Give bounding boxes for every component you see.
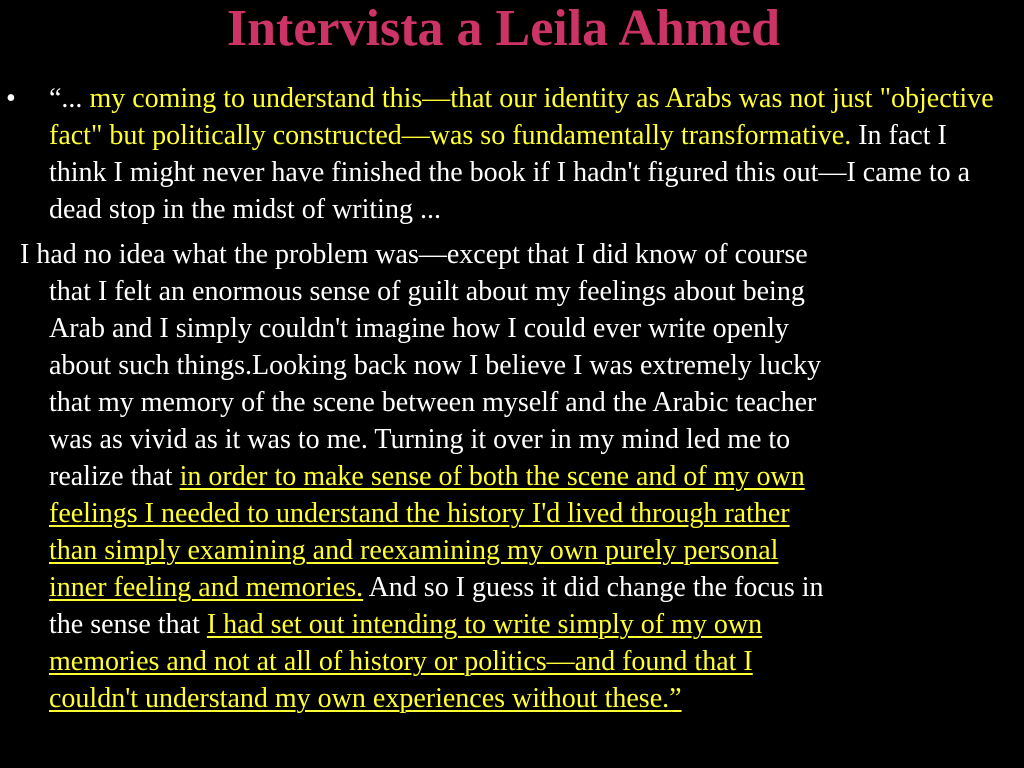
body-text: In fact I think I might never have finished the book if I hadn't figured this out—I came to a dead stop in the midst of writing ... bbox=[49, 120, 971, 225]
text-line: that I felt an enormous sense of guilt about my feelings about being bbox=[49, 276, 805, 307]
slide-title: Intervista a Leila Ahmed bbox=[226, 0, 781, 57]
quote-paragraph-1 bbox=[0, 80, 1024, 228]
underlined-text: couldn't understand my own experiences without these.” bbox=[49, 683, 682, 714]
underlined-text: than simply examining and reexamining my own purely personal bbox=[49, 535, 779, 566]
text-line: the sense that bbox=[49, 609, 207, 640]
underlined-text: feelings I needed to understand the history I'd lived through rather bbox=[49, 498, 790, 529]
underlined-text: in order to make sense of both the scene and of my own bbox=[179, 461, 805, 492]
slide-body bbox=[0, 80, 1024, 717]
text-line: And so I guess it did change the focus in bbox=[363, 572, 824, 603]
text-line: was as vivid as it was to me. Turning it over in my mind led me to bbox=[49, 424, 791, 455]
underlined-text: I had set out intending to write simply of my own bbox=[206, 609, 763, 640]
text-line: that my memory of the scene between myself and the Arabic teacher bbox=[49, 387, 817, 418]
quote-open: “... bbox=[49, 83, 90, 114]
text-line: realize that bbox=[49, 461, 180, 492]
underlined-text: inner feeling and memories. bbox=[49, 572, 364, 603]
underlined-text: memories and not at all of history or politics—and found that I bbox=[49, 646, 753, 677]
text-line: about such things.Looking back now I believe I was extremely lucky bbox=[49, 350, 822, 381]
text-line: Arab and I simply couldn't imagine how I could ever write openly bbox=[49, 313, 789, 344]
highlighted-text: my coming to understand this—that our identity as Arabs was not just "objective fact" but politically constructed—was so fundamentally transformative. bbox=[49, 83, 994, 151]
text-line: I had no idea what the problem was—except that I did know of course bbox=[20, 239, 808, 270]
bullet-icon: • bbox=[6, 83, 16, 114]
quote-paragraph-2 bbox=[0, 236, 1024, 717]
